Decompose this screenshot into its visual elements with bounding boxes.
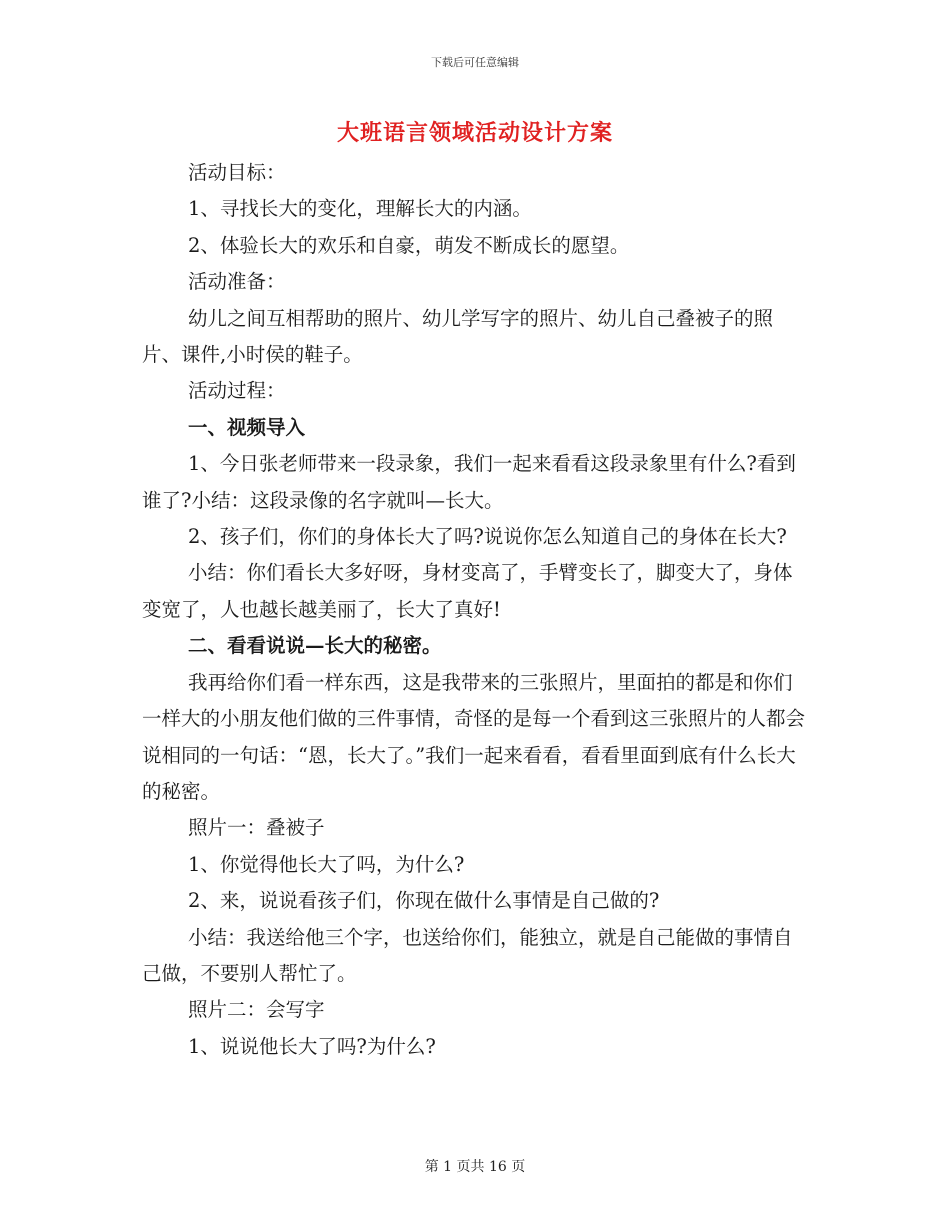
paragraph: 2、来，说说看孩子们，你现在做什么事情是自己做的? bbox=[188, 889, 660, 913]
document-body bbox=[142, 155, 807, 1065]
paragraph: 1、今日张老师带来一段录象，我们一起来看看这段录象里有什么?看到谁了?小结：这段录像的名字就叫—长大。 bbox=[142, 452, 796, 512]
paragraph: 2、体验长大的欢乐和自豪，萌发不断成长的愿望。 bbox=[188, 233, 630, 257]
paragraph: 活动目标： bbox=[188, 161, 286, 184]
paragraph: 1、你觉得他长大了吗，为什么? bbox=[188, 852, 465, 876]
paragraph: 1、寻找长大的变化，理解长大的内涵。 bbox=[188, 197, 532, 221]
document-title: 大班语言领域活动设计方案 bbox=[336, 120, 613, 146]
page-footer: 第 1 页共 16 页 bbox=[424, 1159, 526, 1175]
paragraph: 小结：你们看长大多好呀，身材变高了，手臂变长了，脚变大了，身体变宽了，人也越长越美丽了，长大了真好! bbox=[142, 561, 793, 621]
paragraph: 我再给你们看一样东西，这是我带来的三张照片，里面拍的都是和你们一样大的小朋友他们做的三件事情，奇怪的是每一个看到这三张照片的人都会说相同的一句话：“恩，长大了。”我们一起来看看，看看里面到底有什么长大的秘密。 bbox=[142, 670, 806, 803]
paragraph: 幼儿之间互相帮助的照片、幼儿学写字的照片、幼儿自己叠被子的照片、课件,小时侯的鞋子。 bbox=[142, 306, 774, 367]
paragraph: 照片二：会写字 bbox=[188, 998, 325, 1022]
section-heading: 二、看看说说—长大的秘密。 bbox=[188, 634, 442, 658]
paragraph: 活动过程： bbox=[188, 379, 286, 403]
paragraph: 1、说说他长大了吗?为什么? bbox=[188, 1034, 436, 1058]
page-header-note: 下载后可任意编辑 bbox=[431, 56, 519, 69]
paragraph: 活动准备： bbox=[188, 270, 286, 294]
paragraph: 照片一：叠被子 bbox=[188, 816, 325, 840]
section-heading: 一、视频导入 bbox=[188, 415, 306, 439]
paragraph: 小结：我送给他三个字，也送给你们，能独立，就是自己能做的事情自己做，不要别人帮忙了。 bbox=[142, 925, 793, 985]
paragraph: 2、孩子们，你们的身体长大了吗?说说你怎么知道自己的身体在长大? bbox=[188, 525, 787, 549]
